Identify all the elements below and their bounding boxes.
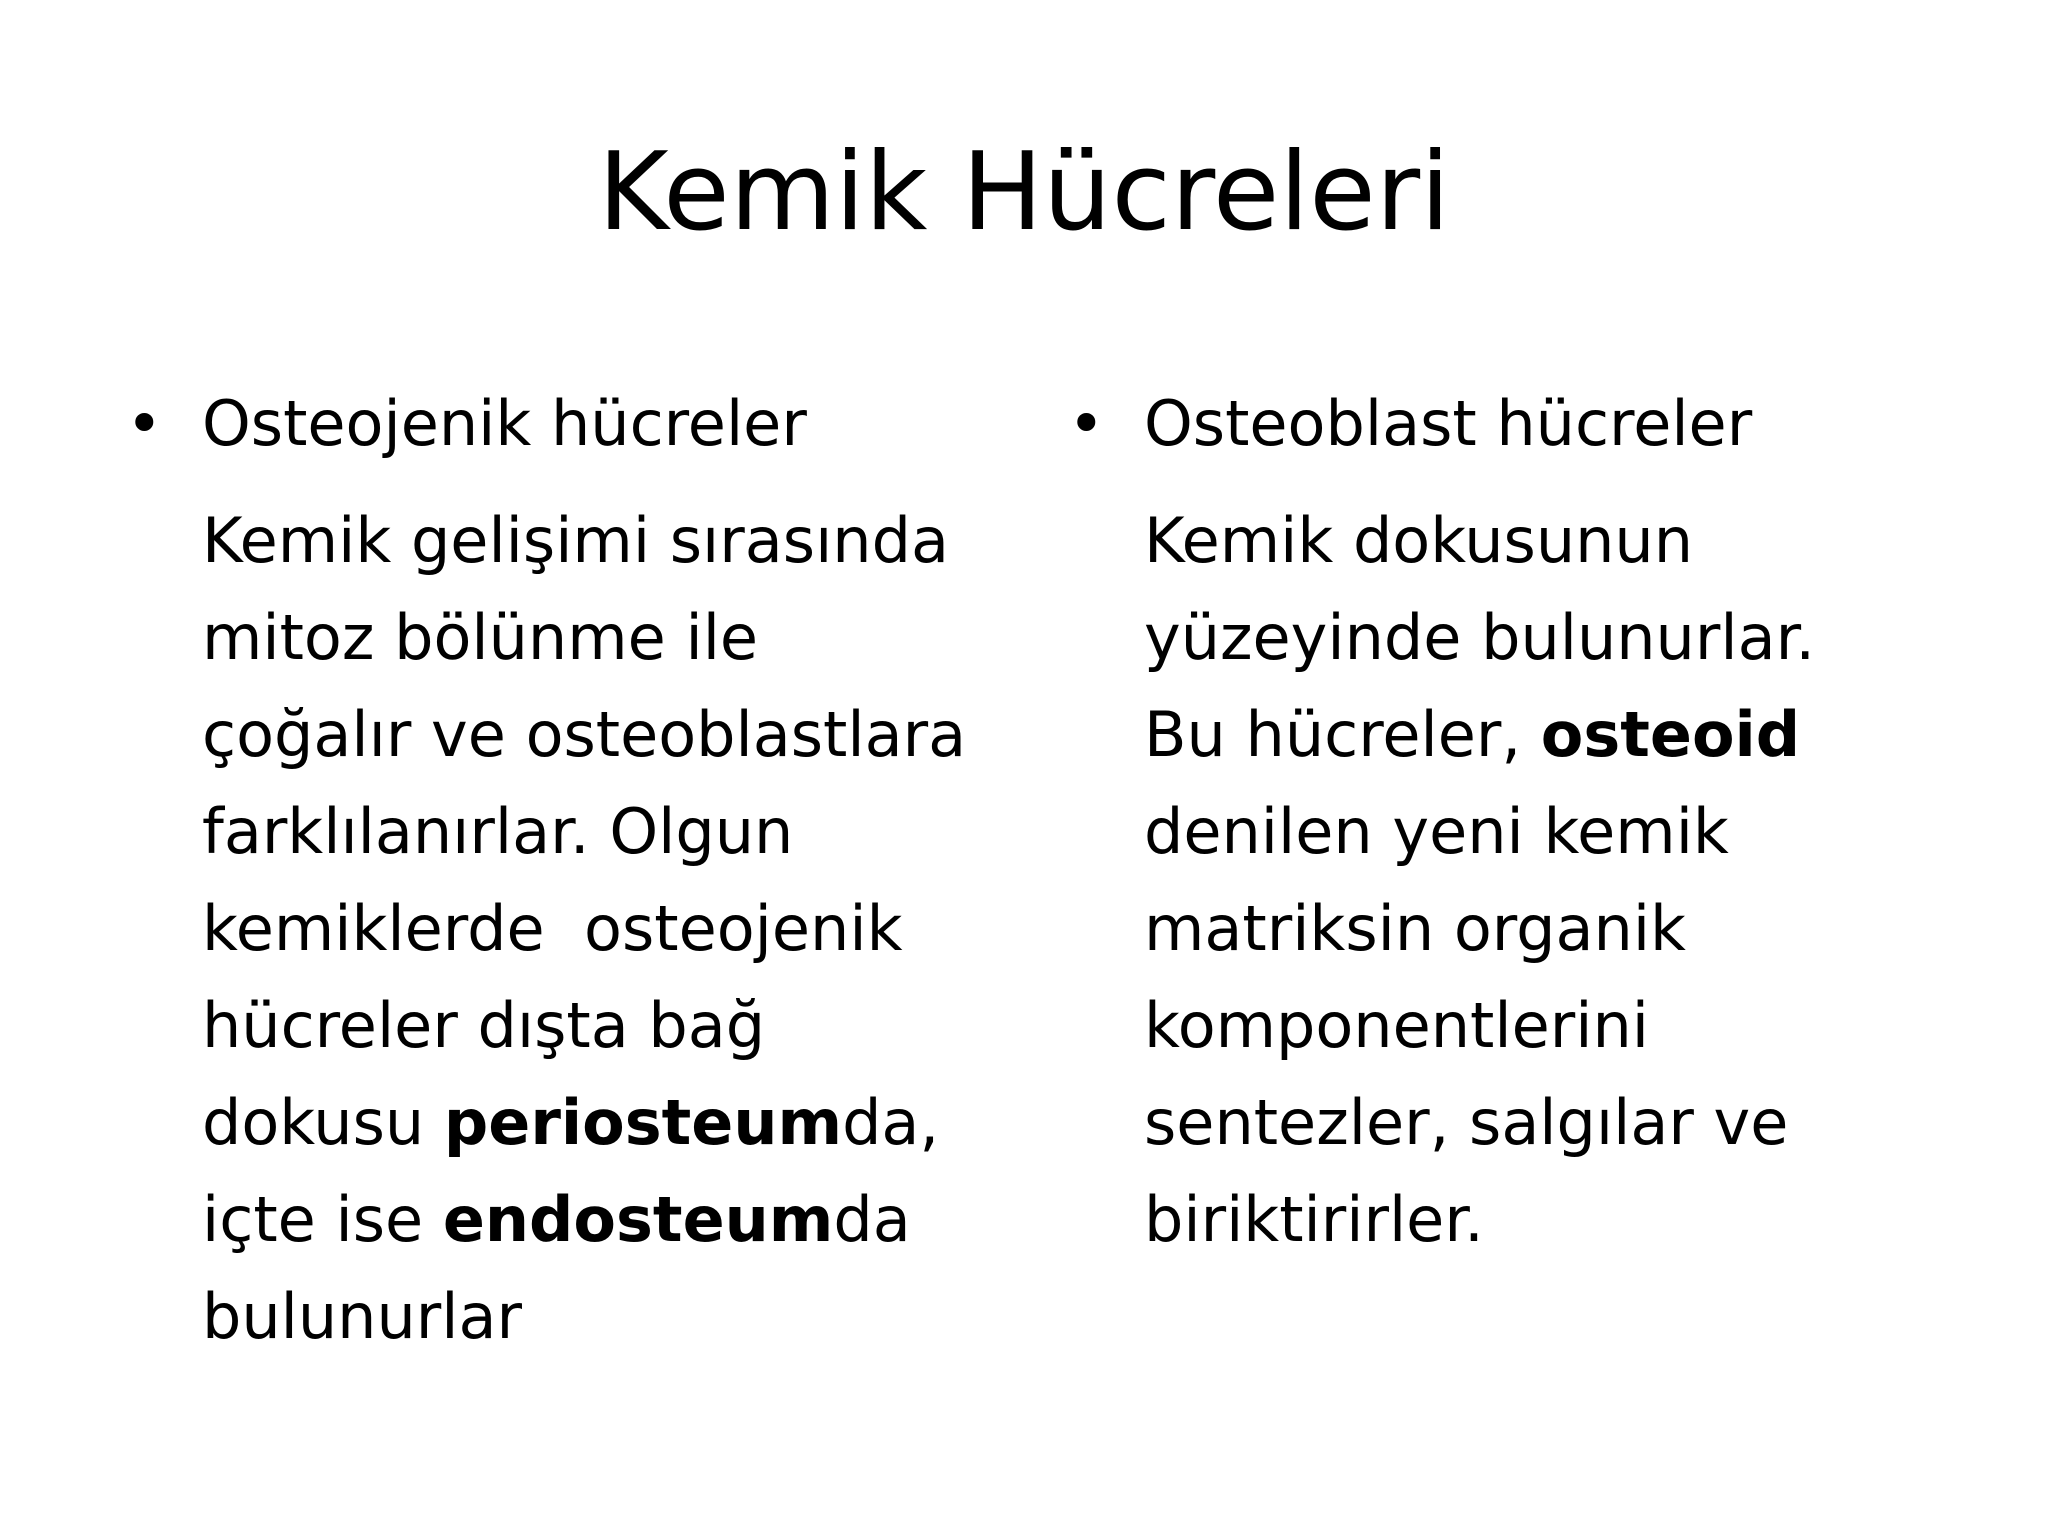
left-line-8	[202, 1171, 966, 1268]
text-segment: yüzeyinde bulunurlar.	[1144, 601, 1816, 674]
text-segment: sentezler, salgılar ve	[1144, 1086, 1789, 1159]
text-segment: denilen yeni kemik	[1144, 795, 1729, 868]
left-line-5	[202, 880, 966, 977]
right-line-7	[1144, 1074, 1815, 1171]
right-line-4	[1144, 783, 1815, 880]
left-line-6	[202, 977, 966, 1074]
text-segment: mitoz bölünme ile	[202, 601, 759, 674]
right-line-5	[1144, 880, 1815, 977]
text-segment: hücreler dışta bağ	[202, 989, 766, 1062]
text-segment: biriktirirler.	[1144, 1183, 1484, 1256]
right-line-3	[1144, 686, 1815, 783]
right-body	[1144, 492, 1815, 1268]
right-column	[1068, 376, 1948, 1256]
bold-term-osteoid: osteoid	[1540, 698, 1801, 771]
text-segment: içte ise	[202, 1183, 443, 1256]
text-segment: dokusu	[202, 1086, 444, 1159]
right-heading: Osteoblast hücreler	[1144, 387, 1753, 460]
right-line-6	[1144, 977, 1815, 1074]
bullet-icon: •	[126, 387, 163, 460]
text-segment: Kemik dokusunun	[1144, 504, 1694, 577]
text-segment: komponentlerini	[1144, 989, 1649, 1062]
slide-title: Kemik Hücreleri	[597, 130, 1451, 255]
text-segment: çoğalır ve osteoblastlara	[202, 698, 967, 771]
right-bullet-row	[1068, 376, 1948, 472]
left-line-1	[202, 492, 966, 589]
text-segment: kemiklerde osteojenik	[202, 892, 903, 965]
text-segment: bulunurlar	[202, 1280, 522, 1353]
text-segment: Kemik gelişimi sırasında	[202, 504, 949, 577]
text-segment: da,	[842, 1086, 940, 1159]
left-body	[202, 492, 966, 1365]
left-line-4	[202, 783, 966, 880]
left-bullet-row	[126, 376, 1006, 472]
bullet-icon: •	[1068, 387, 1105, 460]
left-heading: Osteojenik hücreler	[202, 387, 807, 460]
text-segment: matriksin organik	[1144, 892, 1686, 965]
left-line-9	[202, 1268, 966, 1365]
bold-term-endosteum: endosteum	[442, 1183, 834, 1256]
text-segment: farklılanırlar. Olgun	[202, 795, 794, 868]
left-column	[126, 376, 1006, 1353]
left-line-3	[202, 686, 966, 783]
text-segment: Bu hücreler,	[1144, 698, 1541, 771]
left-line-2	[202, 589, 966, 686]
left-line-7	[202, 1074, 966, 1171]
bold-term-periosteum: periosteum	[443, 1086, 843, 1159]
text-segment: da	[833, 1183, 911, 1256]
right-line-8	[1144, 1171, 1815, 1268]
right-line-2	[1144, 589, 1815, 686]
right-line-1	[1144, 492, 1815, 589]
